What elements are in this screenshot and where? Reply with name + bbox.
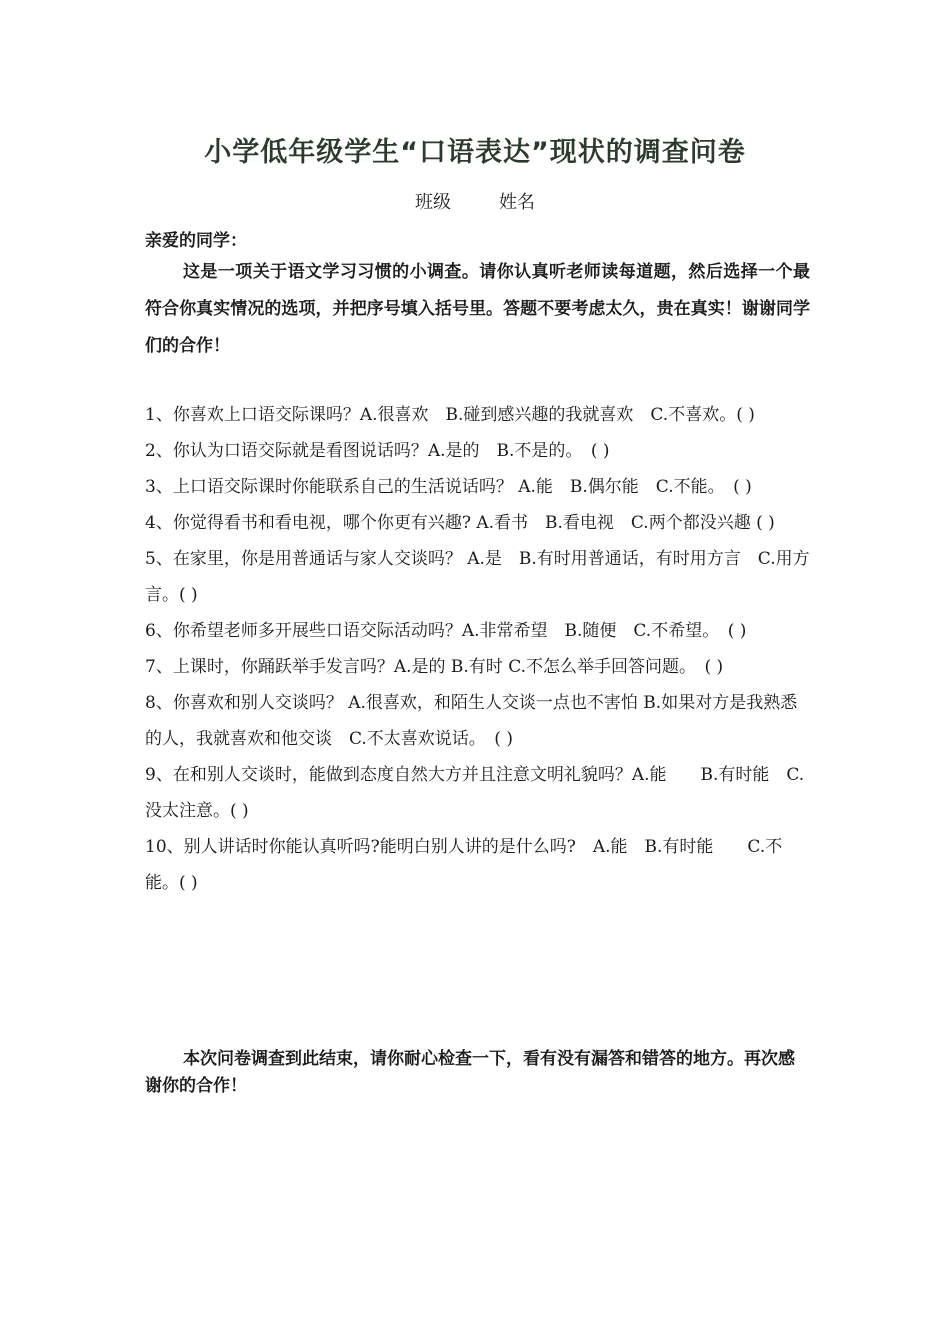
closing-paragraph: 本次问卷调查到此结束，请你耐心检查一下，看有没有漏答和错答的地方。再次感谢你的合作！ [145, 1049, 795, 1096]
question-item: 8、你喜欢和别人交谈吗？ A.很喜欢，和陌生人交谈一点也不害怕 B.如果对方是我熟悉的人，我就喜欢和他交谈 C.不太喜欢说话。 ( ) [145, 693, 798, 749]
class-label: 班级 [415, 192, 451, 213]
question-item: 4、你觉得看书和看电视，哪个你更有兴趣? A.看书 B.看电视 C.两个都没兴趣 ( ) [145, 513, 775, 533]
question-item: 7、上课时，你踊跃举手发言吗？A.是的 B.有时 C.不怎么举手回答问题。 ( ) [145, 657, 724, 677]
question-item: 10、别人讲话时你能认真听吗?能明白别人讲的是什么吗? A.能 B.有时能 C.不能。( ) [145, 837, 783, 893]
question-item: 1、你喜欢上口语交际课吗？A.很喜欢 B.碰到感兴趣的我就喜欢 C.不喜欢。( ) [145, 405, 755, 425]
question-item: 2、你认为口语交际就是看图说话吗？A.是的 B.不是的。 ( ) [145, 441, 610, 461]
question-item: 5、在家里，你是用普通话与家人交谈吗？ A.是 B.有时用普通话，有时用方言 C.用方言。( ) [145, 549, 810, 605]
intro-paragraph: 这是一项关于语文学习习惯的小调查。请你认真听老师读每道题，然后选择一个最符合你真实情况的选项，并把序号填入括号里。答题不要考虑太久，贵在真实！谢谢同学们的合作！ [145, 262, 810, 356]
question-item: 9、在和别人交谈时，能做到态度自然大方并且注意文明礼貌吗？A.能 B.有时能 C.没太注意。( ) [145, 765, 805, 821]
question-item: 6、你希望老师多开展些口语交际活动吗？A.非常希望 B.随便 C.不希望。 ( ) [145, 621, 747, 641]
question-list [145, 397, 810, 901]
page-title: 小学低年级学生“口语表达”现状的调查问卷 [204, 137, 746, 168]
name-label: 姓名 [499, 192, 535, 213]
class-name-line [0, 188, 950, 214]
greeting: 亲爱的同学： [145, 231, 247, 251]
question-item: 3、上口语交际课时你能联系自己的生活说话吗？ A.能 B.偶尔能 C.不能。 ( ) [145, 477, 752, 497]
